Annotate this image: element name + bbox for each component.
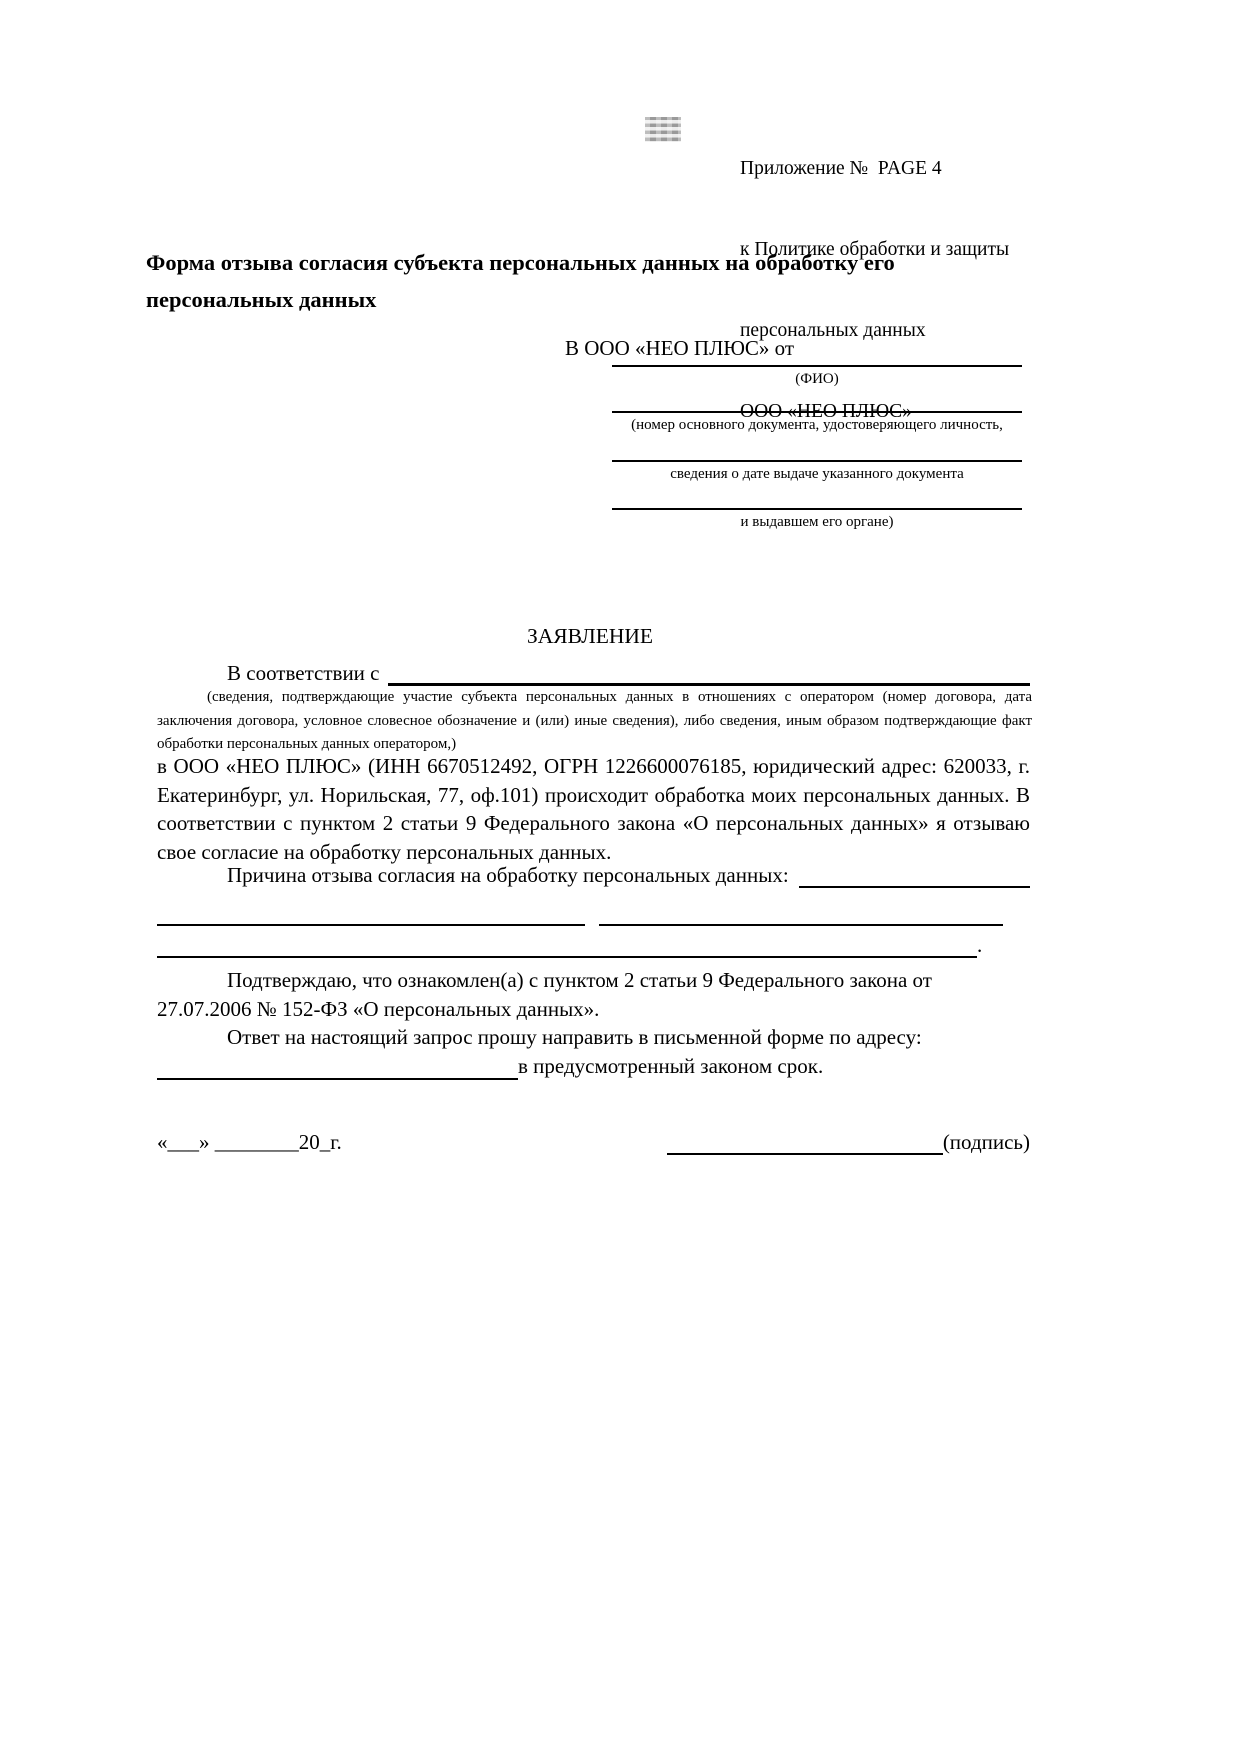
- addressee-line: В ООО «НЕО ПЛЮС» от: [565, 336, 795, 360]
- address-blank-line: [157, 1053, 518, 1080]
- signature-blank-line: [667, 1128, 943, 1155]
- blank-segment: [157, 900, 585, 926]
- issue-date-blank-line: [612, 460, 1022, 462]
- signature-caption: (подпись): [942, 1130, 1030, 1154]
- appendix-company-line: ООО «НЕО ПЛЮС»: [740, 401, 912, 422]
- signature-row: [157, 1128, 1030, 1155]
- document-number-blank-line: [612, 411, 1022, 413]
- intro-prefix: В соответствии с: [227, 661, 380, 685]
- blurred-artifact-image: [645, 117, 681, 142]
- small-note: (сведения, подтверждающие участие субъекта персональных данных в отношениях с оператором (номер договора, дата заключения договора, условное словесное обозначение и (или) иные сведения), либо сведения, иным образом подтверждающие факт обработки персональных данных оператором,): [157, 689, 1032, 752]
- intro-blank-line: [388, 659, 1031, 686]
- document-number-caption: (номер основного документа, удостоверяющего личность,: [631, 417, 1003, 433]
- confirmation-paragraph: Подтверждаю, что ознакомлен(а) с пунктом 2 статьи 9 Федерального закона от 27.07.2006 № 152-ФЗ «О персональных данных».: [157, 968, 932, 1021]
- issue-date-caption: сведения о дате выдаче указанного документа: [670, 466, 964, 482]
- reason-blank-line: [799, 862, 1030, 888]
- intro-line: [157, 659, 1030, 686]
- fio-caption: (ФИО): [795, 371, 839, 387]
- issuing-authority-caption: и выдавшем его органе): [740, 514, 894, 530]
- blank-segment: [599, 900, 1003, 926]
- reply-suffix: в предусмотренный законом срок.: [518, 1053, 824, 1078]
- blank-gap: [585, 900, 599, 926]
- body-paragraph: в ООО «НЕО ПЛЮС» (ИНН 6670512492, ОГРН 1226600076185, юридический адрес: 620033, г. Екатеринбург, ул. Норильская, 77, оф.101) происходит обработка моих персональных данных. В соответствии с пунктом 2 статьи 9 Федерального закона «О персональных данных» я отзываю свое согласие на обработку персональных данных.: [157, 754, 1030, 864]
- form-title: Форма отзыва согласия субъекта персональных данных на обработку его персональных данных: [146, 250, 895, 312]
- addressee-fields: [612, 365, 1022, 540]
- statement-heading: ЗАЯВЛЕНИЕ: [526, 624, 654, 648]
- reply-address-line: [157, 1052, 1030, 1081]
- reason-label: Причина отзыва согласия на обработку персональных данных:: [227, 863, 789, 887]
- issuing-authority-blank-line: [612, 508, 1022, 510]
- date-blank-line: «___» ________20_г.: [157, 1130, 342, 1154]
- reason-line: [157, 862, 1030, 888]
- reply-paragraph: [157, 1023, 1030, 1080]
- reason-blank-row-1: [157, 900, 1003, 926]
- blank-terminator: .: [977, 933, 983, 957]
- appendix-policy-line: к Политике обработки и защиты: [740, 239, 1010, 260]
- reply-prefix: Ответ на настоящий запрос прошу направить в письменной форме по адресу:: [227, 1025, 922, 1049]
- reason-blank-row-2: [157, 932, 982, 958]
- appendix-number-line: Приложение № PAGE 4: [740, 158, 942, 179]
- fio-blank-line: [612, 365, 1022, 367]
- signature-group: [667, 1128, 1030, 1155]
- blank-segment: [157, 931, 977, 958]
- appendix-personal-data-line: персональных данных: [740, 320, 926, 341]
